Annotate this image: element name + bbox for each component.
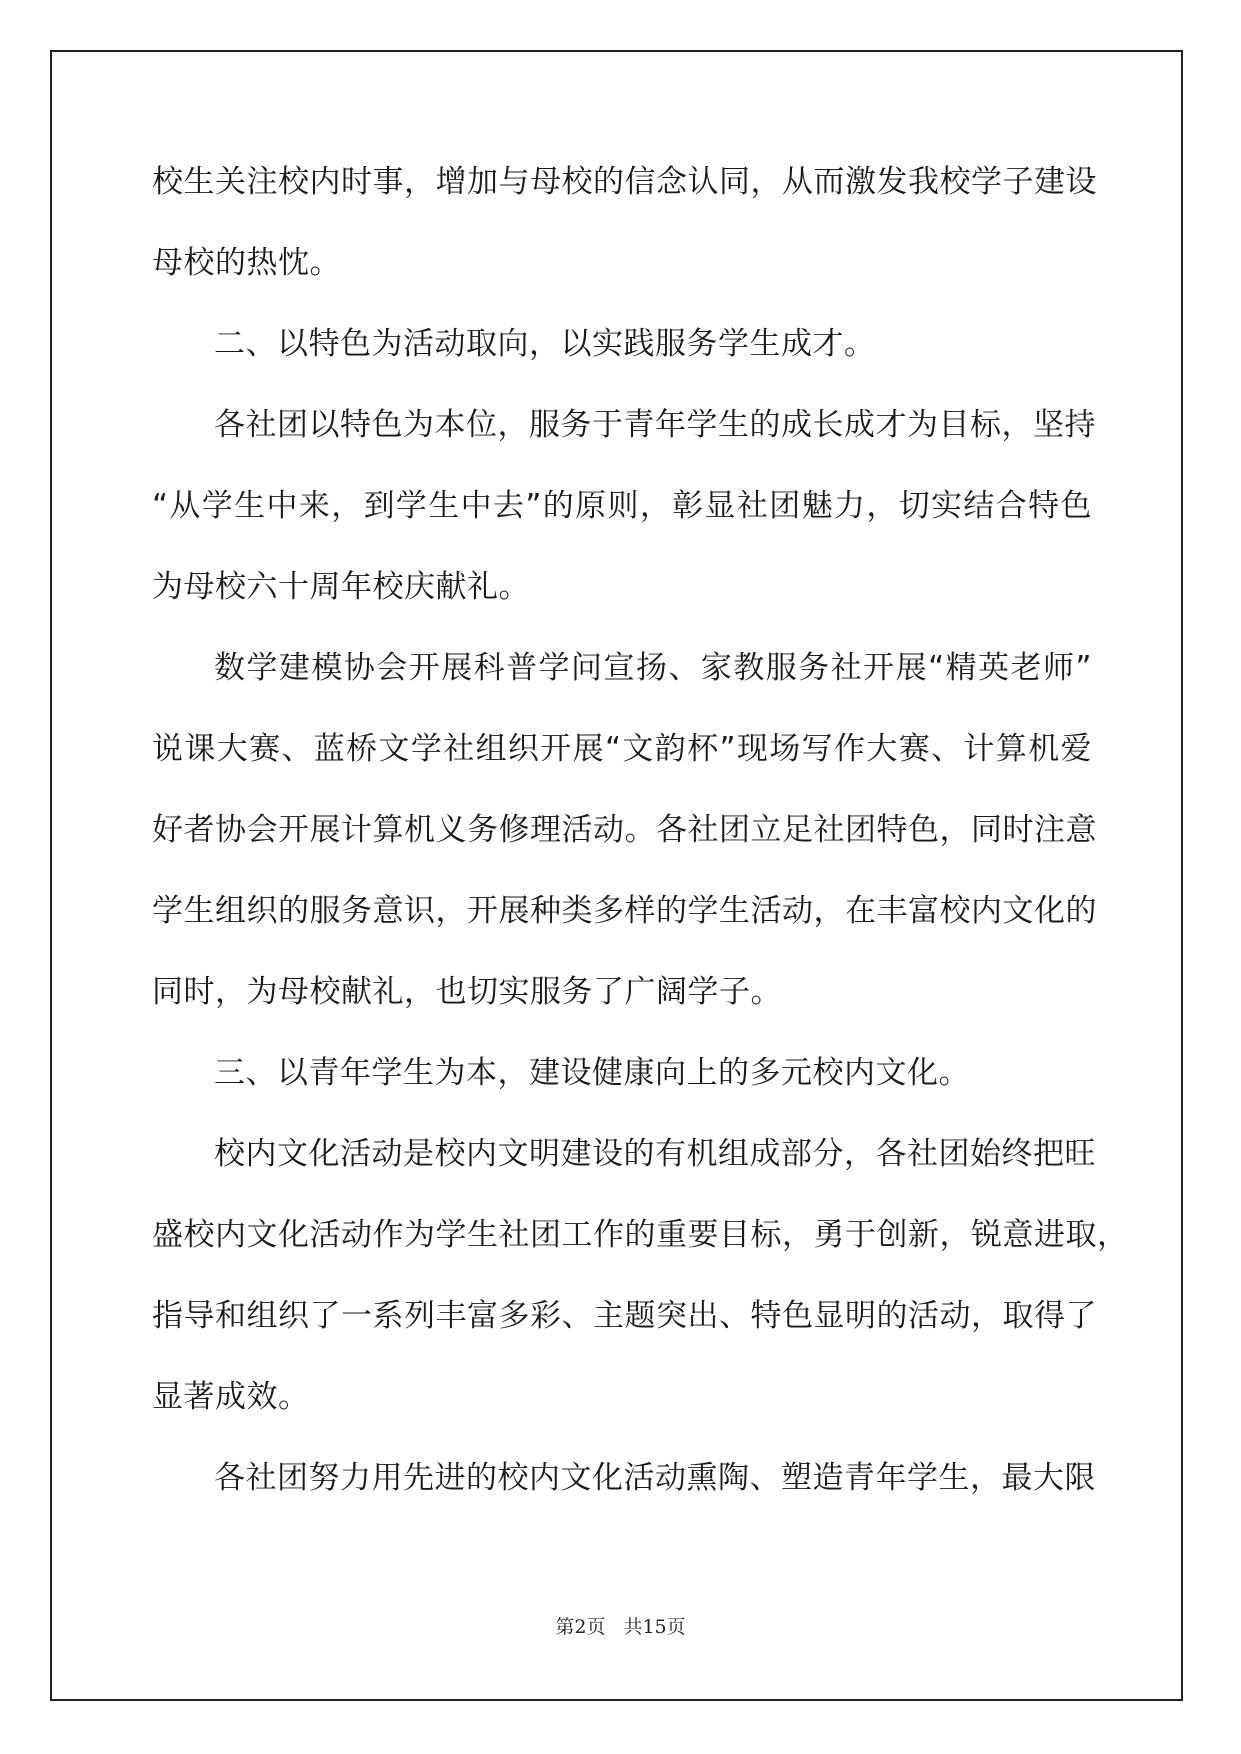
text-line: 校生关注校内时事，增加与母校的信念认同，从而激发我校学子建设: [152, 164, 1097, 200]
page-number: 第2页: [555, 1616, 606, 1638]
section-heading: 二、以特色为活动取向，以实践服务学生成才。: [214, 326, 876, 362]
text-line: 好者协会开展计算机义务修理活动。各社团立足社团特色，同时注意: [152, 812, 1097, 848]
text-line: 同时，为母校献礼，也切实服务了广阔学子。: [152, 974, 782, 1010]
page-total: 共15页: [623, 1616, 686, 1638]
text-line: 显著成效。: [152, 1379, 310, 1415]
text-line: “从学生中来，到学生中去”的原则，彰显社团魅力，切实结合特色: [152, 488, 1092, 524]
page-footer: [0, 1612, 1241, 1639]
text-line: 母校的热忱。: [152, 245, 341, 281]
text-line: 说课大赛、蓝桥文学社组织开展“文韵杯”现场写作大赛、计算机爱: [152, 731, 1092, 767]
text-line: 学生组织的服务意识，开展种类多样的学生活动，在丰富校内文化的: [152, 893, 1097, 929]
text-line: 校内文化活动是校内文明建设的有机组成部分，各社团始终把旺: [214, 1136, 1096, 1172]
text-line: 指导和组织了一系列丰富多彩、主题突出、特色显明的活动，取得了: [152, 1298, 1097, 1334]
text-line: 各社团努力用先进的校内文化活动熏陶、塑造青年学生，最大限: [214, 1460, 1096, 1496]
text-line: 各社团以特色为本位，服务于青年学生的成长成才为目标，坚持: [214, 407, 1096, 443]
section-heading: 三、以青年学生为本，建设健康向上的多元校内文化。: [214, 1055, 970, 1091]
text-line: 盛校内文化活动作为学生社团工作的重要目标，勇于创新，锐意进取，: [152, 1217, 1129, 1253]
text-line: 数学建模协会开展科普学问宣扬、家教服务社开展“精英老师”: [214, 650, 1092, 686]
text-line: 为母校六十周年校庆献礼。: [152, 569, 530, 605]
document-body: [152, 162, 1129, 1539]
